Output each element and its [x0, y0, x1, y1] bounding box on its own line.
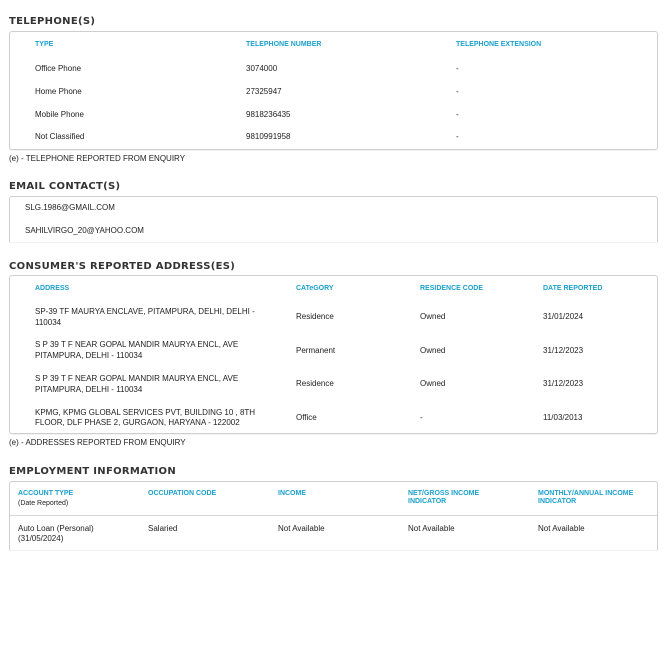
phone-extension: - — [456, 64, 459, 73]
col-header-date-reported: DATE REPORTED — [543, 285, 603, 292]
address-line: PITAMPURA, DELHI - 110034 — [35, 351, 143, 360]
employment-header-divider — [10, 515, 657, 516]
address-line: 110034 — [35, 318, 62, 327]
phone-extension: - — [456, 110, 459, 119]
addresses-note: (e) - ADDRESSES REPORTED FROM ENQUIRY — [9, 438, 186, 447]
telephones-title: TELEPHONE(S) — [9, 16, 96, 27]
phone-type: Office Phone — [35, 64, 82, 73]
address-category: Residence — [296, 312, 334, 321]
address-date: 31/12/2023 — [543, 379, 584, 388]
col-header-occupation-code: OCCUPATION CODE — [148, 490, 217, 497]
phone-number: 9810991958 — [246, 132, 291, 141]
address-line: PITAMPURA, DELHI - 110034 — [35, 385, 143, 394]
address-line: FLOOR, DLF PHASE 2, GURGAON, HARYANA - 122002 — [35, 418, 240, 427]
address-date: 31/01/2024 — [543, 312, 584, 321]
phone-number: 27325947 — [246, 87, 282, 96]
employment-net-gross: Not Available — [408, 524, 455, 533]
col-header-type: TYPE — [35, 41, 54, 48]
address-line: S P 39 T F NEAR GOPAL MANDIR MAURYA ENCL, AVE — [35, 374, 239, 383]
address-line: S P 39 T F NEAR GOPAL MANDIR MAURYA ENCL, AVE — [35, 340, 239, 349]
col-header-date-reported-sub: (Date Reported) — [18, 500, 69, 507]
phone-type: Not Classified — [35, 132, 85, 141]
phone-extension: - — [456, 87, 459, 96]
phone-type: Home Phone — [35, 87, 82, 96]
phone-type: Mobile Phone — [35, 110, 84, 119]
employment-monthly-annual: Not Available — [538, 524, 585, 533]
col-header-monthly-annual-income: MONTHLY/ANNUAL INCOME — [538, 490, 634, 497]
phone-number: 3074000 — [246, 64, 278, 73]
employment-account-type: Auto Loan (Personal) — [18, 524, 94, 533]
col-header-address: ADDRESS — [35, 285, 70, 292]
col-header-net-gross-indicator: INDICATOR — [408, 498, 447, 505]
addresses-title: CONSUMER'S REPORTED ADDRESS(ES) — [9, 261, 236, 272]
employment-occupation: Salaried — [148, 524, 178, 533]
col-header-residence-code: RESIDENCE CODE — [420, 285, 484, 292]
addresses-table — [9, 275, 658, 434]
address-residence-code: Owned — [420, 379, 446, 388]
col-header-telephone-number: TELEPHONE NUMBER — [246, 41, 322, 48]
address-date: 31/12/2023 — [543, 346, 584, 355]
employment-income: Not Available — [278, 524, 325, 533]
email-item: SLG.1986@GMAIL.COM — [25, 203, 115, 212]
phone-extension: - — [456, 132, 459, 141]
emails-title: EMAIL CONTACT(S) — [9, 181, 121, 192]
col-header-telephone-extension: TELEPHONE EXTENSION — [456, 41, 542, 48]
address-line: SP-39 TF MAURYA ENCLAVE, PITAMPURA, DELHI, DELHI - — [35, 307, 255, 316]
email-item: SAHILVIRGO_20@YAHOO.COM — [25, 226, 144, 235]
address-category: Office — [296, 413, 317, 422]
address-residence-code: - — [420, 413, 423, 422]
address-category: Residence — [296, 379, 334, 388]
address-residence-code: Owned — [420, 346, 446, 355]
col-header-income: INCOME — [278, 490, 306, 497]
phone-number: 9818236435 — [246, 110, 291, 119]
col-header-account-type: ACCOUNT TYPE — [18, 490, 74, 497]
telephones-table — [9, 31, 658, 150]
employment-title: EMPLOYMENT INFORMATION — [9, 466, 177, 477]
col-header-net-gross-income: NET/GROSS INCOME — [408, 490, 480, 497]
col-header-monthly-annual-indicator: INDICATOR — [538, 498, 577, 505]
col-header-category: CATeGORY — [296, 285, 334, 292]
emails-box — [9, 196, 658, 242]
telephones-note: (e) - TELEPHONE REPORTED FROM ENQUIRY — [9, 154, 186, 163]
employment-date-reported: (31/05/2024) — [18, 534, 64, 543]
address-date: 11/03/2013 — [543, 413, 583, 422]
employment-table — [9, 481, 658, 550]
address-category: Permanent — [296, 346, 336, 355]
address-residence-code: Owned — [420, 312, 446, 321]
address-line: KPMG, KPMG GLOBAL SERVICES PVT, BUILDING 10 , 8TH — [35, 408, 256, 417]
